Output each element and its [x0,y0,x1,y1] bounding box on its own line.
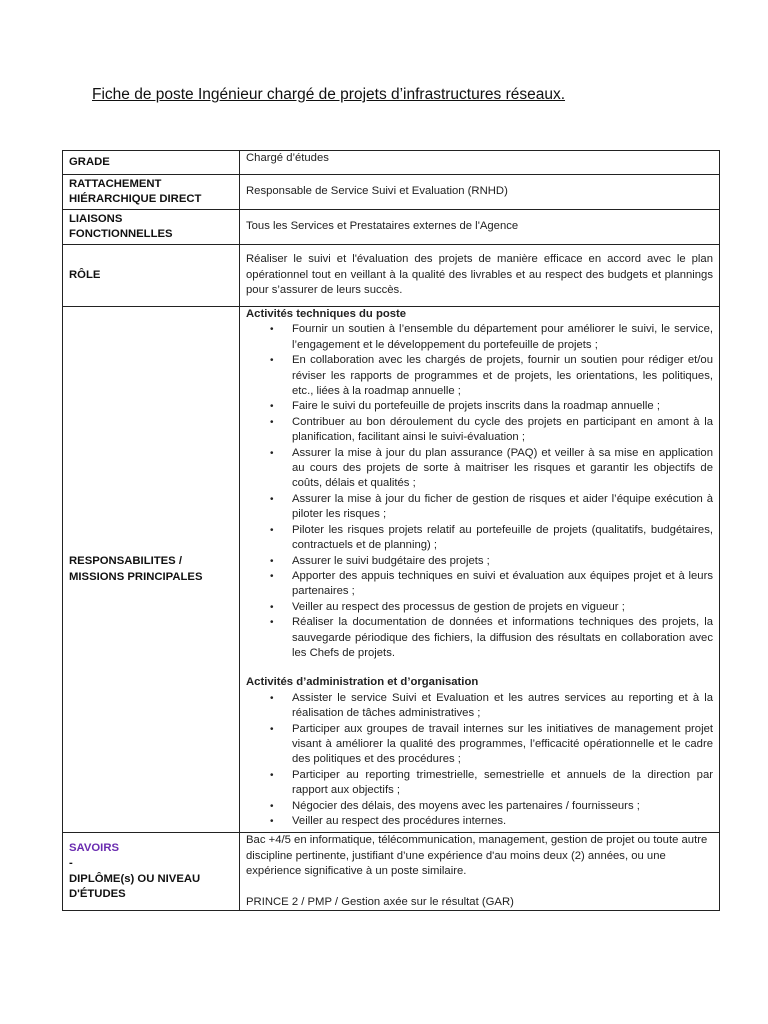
job-description-table [62,150,720,911]
label-line: MISSIONS PRINCIPALES [69,570,203,583]
technical-activities-list [246,322,713,661]
row-value-savoirs [240,833,720,911]
table-row [63,175,720,210]
row-value-rattachement: Responsable de Service Suivi et Evaluation (RNHD) [240,175,720,210]
table-row [63,210,720,245]
list-item: • Assurer la mise à jour du ficher de gestion de risques et aider l’équipe exécution à piloter les risques ; [292,492,713,523]
table-row [63,307,720,833]
row-label-rattachement [63,175,240,210]
list-item: • En collaboration avec les chargés de projets, fournir un soutien pour rédiger et/ou réviser les rapports de programmes et de projets, les orientations, les politiques, etc., liées à la roadmap annuelle ; [292,353,713,399]
label-line: FONCTIONNELLES [69,228,173,240]
certifications-text: PRINCE 2 / PMP / Gestion axée sur le résultat (GAR) [246,895,514,908]
label-line: DIPLÔME(s) OU NIVEAU [69,872,201,885]
list-item: • Assurer le suivi budgétaire des projets ; [292,554,713,569]
list-item: • Assister le service Suivi et Evaluation et les autres services au reporting et à la réalisation de tâches administratives ; [292,691,713,722]
list-item: • Réaliser la documentation de données et informations techniques des projets, la sauvegarde périodique des fichiers, la diffusion des résultats en collaboration avec les Chefs de projets. [292,615,713,661]
label-line: LIAISONS [69,212,123,225]
label-line: RATTACHEMENT [69,177,162,190]
admin-activities-list [246,691,713,830]
page-title: Fiche de poste Ingénieur chargé de projets d’infrastructures réseaux. [92,86,566,103]
row-label-liaisons [63,210,240,245]
list-item: • Participer au reporting trimestrielle, semestrielle et annuels de la direction par rapport aux objectifs ; [292,768,713,799]
row-value-grade: Chargé d’études [240,151,720,175]
row-value-responsabilites [240,307,720,833]
section-spacer [246,661,713,675]
row-value-liaisons: Tous les Services et Prestataires externes de l'Agence [240,210,720,245]
list-item: • Négocier des délais, des moyens avec les partenaires / fournisseurs ; [292,799,713,814]
row-label-savoirs [63,833,240,911]
label-line-savoirs: SAVOIRS [69,841,120,854]
list-item: • Faire le suivi du portefeuille de projets inscrits dans la roadmap annuelle ; [292,399,713,414]
row-value-role: Réaliser le suivi et l'évaluation des projets de manière efficace en accord avec le plan opérationnel tout en veillant à la qualité des livrables et au respect des budgets et plannings pour s’assurer de leurs succès. [240,245,720,307]
list-item: • Piloter les risques projets relatif au portefeuille de projets (qualitatifs, budgétaires, contractuels et de planning) ; [292,523,713,554]
list-item: • Veiller au respect des processus de gestion de projets en vigueur ; [292,600,713,615]
table-row [63,833,720,911]
savoirs-text: Bac +4/5 en informatique, télécommunication, management, gestion de projet ou toute autre discipline pertinente, justifiant d’une expérience d'au moins deux (2) années, ou une expérience significative à un poste similaire. [246,834,708,878]
row-label-responsabilites [63,307,240,833]
list-item: • Fournir un soutien à l’ensemble du département pour améliorer le suivi, le service, l’engagement et le développement du portefeuille de projets ; [292,322,713,353]
label-line: RESPONSABILITES / [69,555,182,568]
list-item: • Contribuer au bon déroulement du cycle des projets en participant en amont à la planification, facilitant ainsi le suivi-évaluation ; [292,415,713,446]
label-line: HIÉRARCHIQUE DIRECT [69,193,202,205]
table-row [63,151,720,175]
list-item: • Assurer la mise à jour du plan assurance (PAQ) et veiller à sa mise en application au cours des projets de sorte à maitriser les risques et garantir les objectifs de coûts, délais et qualités ; [292,446,713,492]
list-item: • Apporter des appuis techniques en suivi et évaluation aux équipes projet et à leurs partenaires ; [292,569,713,600]
section-heading-technical: Activités techniques du poste [246,308,407,320]
section-heading-admin: Activités d’administration et d’organisation [246,676,479,689]
row-label-role: RÔLE [63,245,240,307]
label-line: D'ÉTUDES [69,888,126,901]
list-item: • Participer aux groupes de travail internes sur les initiatives de management projet visant à améliorer la qualité des programmes, l’efficacité opérationnelle et le cadre des politiques et des procédures ; [292,722,713,768]
table-row [63,245,720,307]
row-label-grade: GRADE [63,151,240,175]
paragraph-spacer [246,880,713,895]
label-line: - [69,857,73,870]
list-item: • Veiller au respect des procédures internes. [292,814,713,829]
